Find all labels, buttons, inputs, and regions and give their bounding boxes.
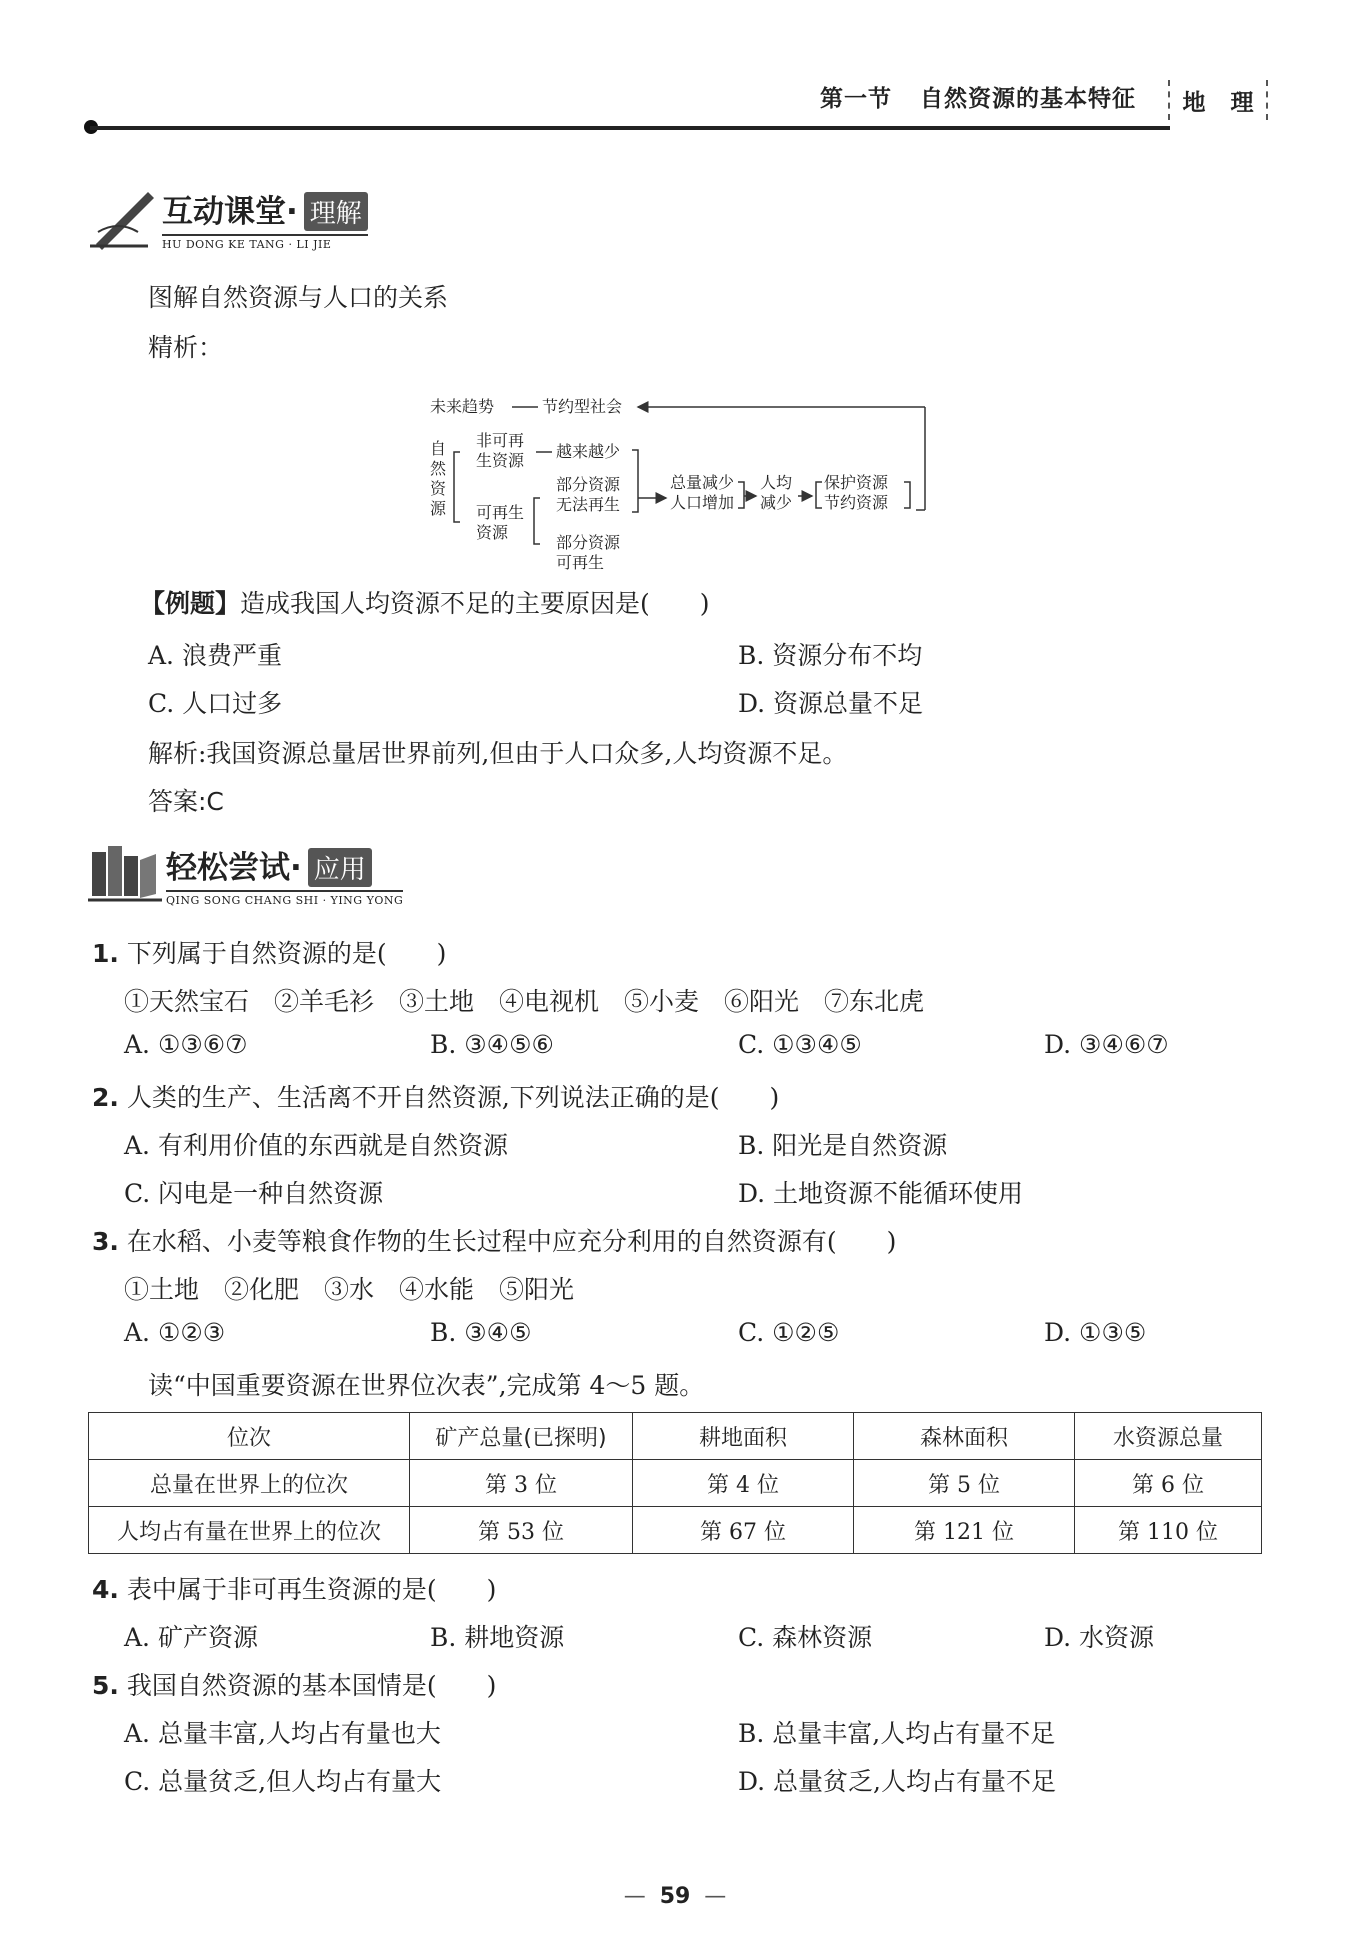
subject-label [1168,80,1268,120]
diagram-nonrenew-2: 生资源 [476,451,525,470]
q1-option-d: D. ③④⑥⑦ [1044,1030,1169,1059]
q5-option-c: C. 总量贫乏,但人均占有量大 [124,1767,442,1796]
q2-option-b: B. 阳光是自然资源 [738,1131,948,1160]
q2-option-a: A. 有利用价值的东西就是自然资源 [124,1131,508,1160]
question-2-text: 人类的生产、生活离不开自然资源,下列说法正确的是( ) [126,1083,780,1112]
question-1-text: 下列属于自然资源的是( ) [126,939,447,968]
diagram-save: 节约资源 [824,493,889,512]
table-cell: 第 53 位 [410,1507,633,1554]
diagram-protect: 保护资源 [824,473,889,492]
section2-pinyin: QING SONG CHANG SHI · YING YONG [166,890,403,907]
table-header-cell: 矿产总量(已探明) [410,1413,633,1460]
chapter-header [820,80,1164,113]
pen-icon [88,184,158,252]
diagram-less: 越来越少 [556,442,621,461]
q3-option-b: B. ③④⑤ [430,1318,532,1347]
q2-option-c: C. 闪电是一种自然资源 [124,1179,384,1208]
table-intro: 读“中国重要资源在世界位次表”,完成第 4～5 题。 [148,1371,705,1400]
question-5-text: 我国自然资源的基本国情是( ) [126,1671,497,1700]
question-5-number: 5. [92,1671,119,1700]
page-number: — 59 — [623,1884,727,1909]
diagram-total-decrease: 总量减少 [670,473,735,492]
table-row [89,1460,1262,1507]
resource-population-diagram [420,390,940,580]
table-cell: 第 67 位 [633,1507,854,1554]
example-text: 造成我国人均资源不足的主要原因是( ) [240,589,710,618]
resource-rank-table [88,1412,1262,1554]
question-2-number: 2. [92,1083,119,1112]
section-title: 互动课堂· [162,194,298,230]
diagram-part-regen-2: 可再生 [556,553,605,572]
table-header-cell: 水资源总量 [1075,1413,1262,1460]
diagram-nat-3: 资 [430,479,447,498]
example-answer: 答案:C [148,787,224,816]
table-cell: 人均占有量在世界上的位次 [89,1507,410,1554]
q3-option-c: C. ①②⑤ [738,1318,840,1347]
table-header-cell: 森林面积 [854,1413,1075,1460]
question-4 [92,1570,496,1606]
table-cell: 第 4 位 [633,1460,854,1507]
q5-option-d: D. 总量贫乏,人均占有量不足 [738,1767,1056,1796]
q4-option-b: B. 耕地资源 [430,1623,565,1652]
example-option-a: A. 浪费严重 [148,641,282,670]
q4-option-d: D. 水资源 [1044,1623,1155,1652]
question-3-number: 3. [92,1227,119,1256]
diagram-part-noregen-1: 部分资源 [556,475,621,494]
page-number-value: 59 [659,1884,691,1909]
table-row [89,1507,1262,1554]
q1-option-b: B. ③④⑤⑥ [430,1030,554,1059]
q3-option-a: A. ①②③ [124,1318,226,1347]
diagram-pop-increase: 人口增加 [670,493,735,512]
diagram-nat-1: 自 [430,439,447,458]
section-tag: 理解 [304,192,368,231]
example-analysis: 解析:我国资源总量居世界前列,但由于人口众多,人均资源不足。 [148,739,848,768]
question-4-text: 表中属于非可再生资源的是( ) [126,1575,497,1604]
q4-option-c: C. 森林资源 [738,1623,873,1652]
diagram-society: 节约型社会 [542,397,623,416]
q5-option-b: B. 总量丰富,人均占有量不足 [738,1719,1056,1748]
diagram-nonrenew-1: 非可再 [476,431,525,450]
table-cell: 总量在世界上的位次 [89,1460,410,1507]
table-cell: 第 6 位 [1075,1460,1262,1507]
analysis-label: 精析： [148,333,224,362]
example-option-d: D. 资源总量不足 [738,689,924,718]
section2-title: 轻松尝试· [166,850,302,886]
topic-title: 图解自然资源与人口的关系 [148,283,449,312]
diagram-nat-2: 然 [430,459,447,478]
q5-option-a: A. 总量丰富,人均占有量也大 [124,1719,441,1748]
question-4-number: 4. [92,1575,119,1604]
table-cell: 第 121 位 [854,1507,1075,1554]
section-number: 第一节 [820,85,892,112]
example-label: 【例题】 [140,589,241,618]
diagram-renew-1: 可再生 [476,503,525,522]
question-3-items: ①土地 ②化肥 ③水 ④水能 ⑤阳光 [124,1275,575,1304]
books-icon [88,840,162,904]
q2-option-d: D. 土地资源不能循环使用 [738,1179,1024,1208]
diagram-renew-2: 资源 [476,523,509,542]
example-option-c: C. 人口过多 [148,689,283,718]
question-1 [92,934,446,970]
table-cell: 第 3 位 [410,1460,633,1507]
table-cell: 第 5 位 [854,1460,1075,1507]
diagram-future: 未来趋势 [430,397,495,416]
example-option-b: B. 资源分布不均 [738,641,923,670]
subject-char-1: 地 [1182,88,1206,116]
question-5 [92,1666,496,1702]
section2-tag: 应用 [308,848,372,887]
diagram-part-noregen-2: 无法再生 [556,495,621,514]
question-2 [92,1078,779,1114]
q3-option-d: D. ①③⑤ [1044,1318,1147,1347]
section-pinyin: HU DONG KE TANG · LI JIE [162,234,368,251]
header-rule [90,126,1170,130]
diagram-nat-4: 源 [430,499,447,518]
table-cell: 第 110 位 [1075,1507,1262,1554]
subject-char-2: 理 [1230,88,1254,116]
table-header-row [89,1413,1262,1460]
question-3-text: 在水稻、小麦等粮食作物的生长过程中应充分利用的自然资源有( ) [126,1227,897,1256]
q1-option-a: A. ①③⑥⑦ [124,1030,248,1059]
question-1-number: 1. [92,939,119,968]
example-question [140,586,710,622]
table-header-cell: 耕地面积 [633,1413,854,1460]
diagram-part-regen-1: 部分资源 [556,533,621,552]
table-header-cell: 位次 [89,1413,410,1460]
chapter-title: 自然资源的基本特征 [920,85,1136,112]
q4-option-a: A. 矿产资源 [124,1623,258,1652]
diagram-per-capita-1: 人均 [760,473,793,492]
q1-option-c: C. ①③④⑤ [738,1030,862,1059]
diagram-per-capita-2: 减少 [760,493,793,512]
question-1-items: ①天然宝石 ②羊毛衫 ③土地 ④电视机 ⑤小麦 ⑥阳光 ⑦东北虎 [124,987,925,1016]
question-3 [92,1222,896,1258]
